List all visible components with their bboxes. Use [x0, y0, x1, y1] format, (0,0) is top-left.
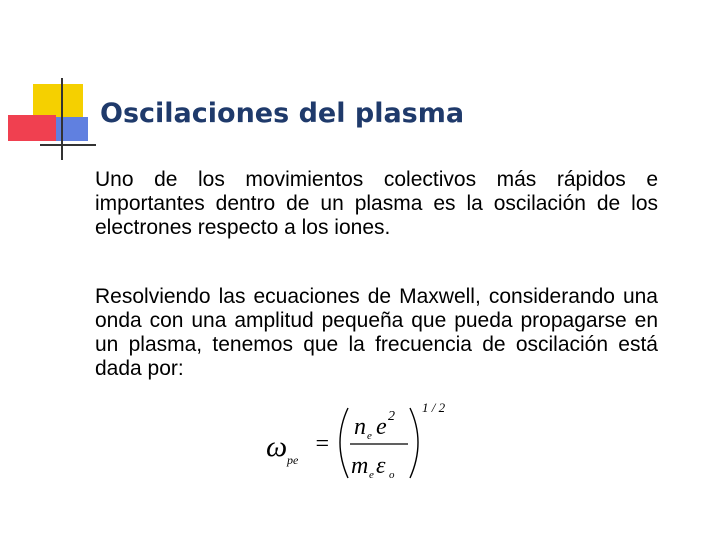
formula-left-paren [340, 408, 348, 478]
formula-num-n: n [354, 414, 366, 440]
slide-logo-decoration [0, 0, 100, 170]
logo-red-bar [8, 115, 56, 141]
paragraph-maxwell-derivation: Resolviendo las ecuaciones de Maxwell, considerando una onda con una amplitud pequeña que pueda propagarse en un plasma, tenemos que la frecuencia de oscilación está dada por: [95, 285, 658, 380]
formula-equals: = [314, 431, 331, 457]
formula-exponent: 1 / 2 [422, 400, 446, 415]
formula-den-m-subscript: e [369, 469, 374, 481]
formula-num-n-subscript: e [367, 430, 372, 442]
formula-omega: ω [266, 430, 288, 463]
formula-den-m: m [351, 453, 369, 479]
formula-omega-subscript: pe [287, 453, 299, 467]
formula-den-epsilon-subscript: o [389, 469, 395, 481]
paragraph-plasma-oscillation-intro: Uno de los movimientos colectivos más rápidos e importantes dentro de un plasma es la oscilación de los electrones respecto a los iones. [95, 168, 658, 239]
logo-blue-square [56, 117, 88, 141]
plasma-frequency-formula [258, 398, 458, 490]
formula-den-epsilon: ε [376, 453, 386, 479]
formula-right-paren [410, 408, 418, 478]
formula-num-e: e [376, 414, 387, 440]
slide-title: Oscilaciones del plasma [100, 98, 465, 129]
formula-num-superscript: 2 [388, 409, 395, 424]
